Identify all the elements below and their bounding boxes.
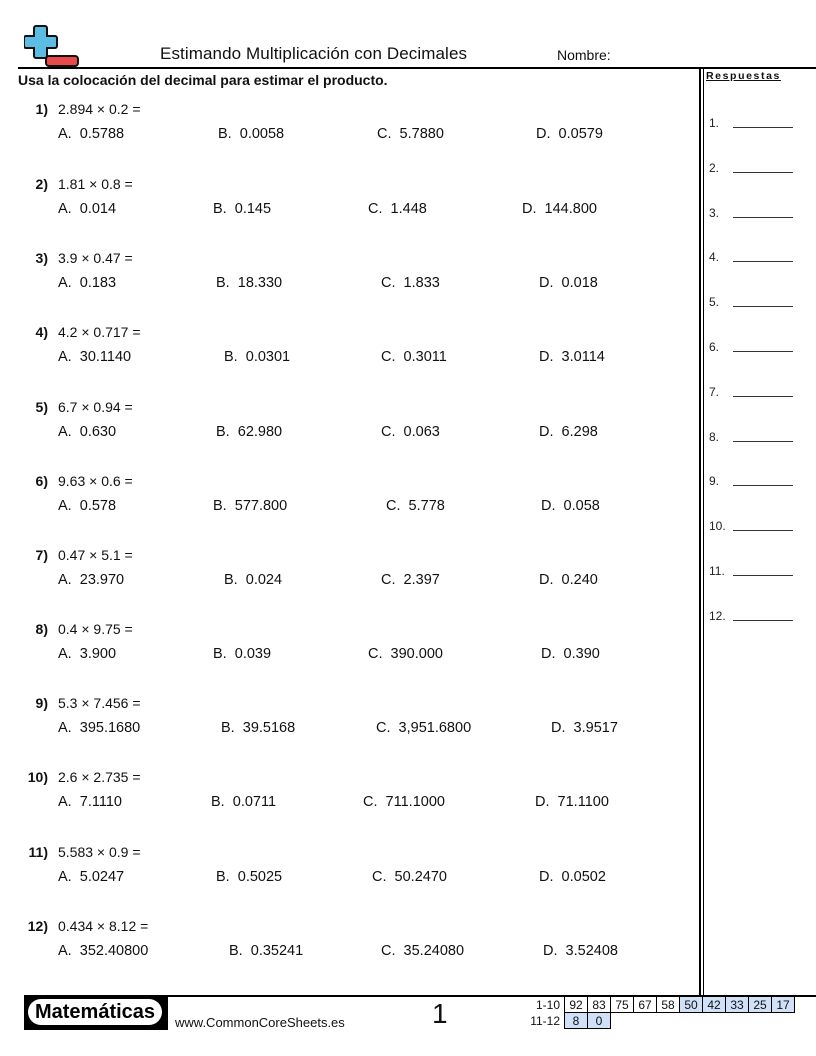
option-c[interactable]: C. 35.24080: [381, 943, 465, 959]
option-a[interactable]: A. 395.1680: [58, 720, 141, 736]
answer-row: [709, 206, 793, 222]
problem-number: 5): [35, 399, 48, 415]
answer-number: 3.: [709, 205, 720, 220]
option-b[interactable]: B. 0.145: [213, 201, 272, 217]
answer-number: 12.: [709, 608, 726, 623]
option-d[interactable]: D. 3.9517: [551, 720, 618, 736]
answer-row: [709, 295, 793, 311]
problem-number: 3): [35, 250, 48, 266]
answer-row: [709, 385, 793, 401]
answer-number: 8.: [709, 429, 720, 444]
option-b[interactable]: B. 0.35241: [229, 943, 304, 959]
plus-shape: [24, 26, 57, 58]
answers-heading: Respuestas: [706, 70, 781, 82]
answer-number: 4.: [709, 250, 720, 265]
score-cell: 67: [634, 997, 657, 1013]
problem-question: 5.3 × 7.456 =: [58, 695, 141, 711]
answer-number: 9.: [709, 474, 720, 489]
problem-question: 0.47 × 5.1 =: [58, 547, 133, 563]
score-cell: 25: [749, 997, 772, 1013]
problem-item: [0, 324, 690, 384]
answer-blank[interactable]: [733, 620, 793, 621]
option-c[interactable]: C. 0.063: [381, 424, 440, 440]
answer-number: 6.: [709, 340, 720, 354]
answer-row: [709, 116, 793, 132]
problem-item: [0, 695, 690, 755]
option-a[interactable]: A. 7.1110: [58, 794, 122, 810]
score-cell: 92: [565, 997, 588, 1013]
problem-number: 9): [35, 695, 48, 711]
answer-blank[interactable]: [733, 485, 793, 486]
problem-number: 12): [27, 918, 48, 934]
answer-column-divider: [699, 69, 701, 997]
option-a[interactable]: A. 352.40800: [58, 943, 149, 959]
score-cell: 42: [703, 997, 726, 1013]
option-d[interactable]: D. 0.058: [541, 498, 600, 514]
option-b[interactable]: B. 0.0711: [211, 794, 277, 810]
problem-number: 1): [35, 101, 48, 117]
answer-blank[interactable]: [733, 261, 793, 262]
answer-number: 11.: [709, 564, 725, 578]
score-cell: 8: [565, 1013, 588, 1029]
score-row: [526, 997, 795, 1013]
option-c[interactable]: C. 3,951.6800: [376, 720, 472, 736]
answer-row: [709, 474, 793, 490]
answer-blank[interactable]: [733, 396, 793, 397]
answer-row: [709, 161, 793, 177]
option-d[interactable]: D. 0.018: [539, 275, 598, 291]
score-cell: 0: [588, 1013, 611, 1029]
score-table: [526, 996, 795, 1029]
problem-question: 0.434 × 8.12 =: [58, 918, 149, 934]
option-d[interactable]: D. 6.298: [539, 424, 598, 440]
option-a[interactable]: A. 30.1140: [58, 349, 132, 365]
answer-blank[interactable]: [733, 127, 793, 128]
option-a[interactable]: A. 0.014: [58, 201, 117, 217]
option-b[interactable]: B. 0.0058: [218, 126, 285, 142]
option-c[interactable]: C. 5.778: [386, 498, 445, 514]
option-d[interactable]: D. 0.390: [541, 646, 600, 662]
option-d[interactable]: D. 0.0579: [536, 126, 603, 142]
option-d[interactable]: D. 144.800: [522, 201, 597, 217]
problem-item: [0, 473, 690, 533]
worksheet-title: Estimando Multiplicación con Decimales: [160, 44, 468, 63]
plus-minus-logo-icon: [24, 24, 80, 68]
option-a[interactable]: A. 3.900: [58, 646, 117, 662]
answer-row: [709, 340, 793, 356]
answer-blank[interactable]: [733, 306, 793, 307]
answer-number: 7.: [709, 384, 720, 399]
answer-number: 1.: [709, 116, 720, 130]
problem-number: 7): [35, 547, 48, 563]
answer-blank[interactable]: [733, 441, 793, 442]
answer-row: [709, 564, 793, 580]
option-d[interactable]: D. 71.1100: [535, 794, 609, 810]
page-number: 1: [432, 998, 448, 1029]
option-b[interactable]: B. 62.980: [216, 424, 283, 440]
problem-question: 3.9 × 0.47 =: [58, 250, 133, 266]
answer-row: [709, 519, 793, 535]
problem-item: [0, 176, 690, 236]
problem-question: 2.894 × 0.2 =: [58, 101, 141, 117]
name-label: Nombre:: [557, 47, 611, 63]
option-c[interactable]: C. 50.2470: [372, 869, 447, 885]
score-cell: 75: [611, 997, 634, 1013]
problem-number: 2): [35, 176, 48, 192]
option-c[interactable]: C. 1.448: [368, 201, 427, 217]
option-b[interactable]: B. 0.024: [224, 572, 283, 588]
option-c[interactable]: C. 1.833: [381, 275, 440, 291]
score-row-label: 11-12: [530, 1013, 560, 1028]
option-b[interactable]: B. 39.5168: [221, 720, 296, 736]
answer-row: [709, 250, 793, 266]
instructions: Usa la colocación del decimal para estimar el producto.: [18, 72, 388, 88]
problem-item: [0, 399, 690, 459]
problem-item: [0, 769, 690, 829]
answer-blank[interactable]: [733, 351, 793, 352]
option-d[interactable]: D. 0.0502: [539, 869, 606, 885]
problem-question: 5.583 × 0.9 =: [58, 844, 141, 860]
problem-question: 0.4 × 9.75 =: [58, 621, 133, 637]
score-row-label: 1-10: [535, 997, 560, 1012]
problem-item: [0, 101, 690, 161]
option-a[interactable]: A. 0.578: [58, 498, 117, 514]
answer-blank[interactable]: [733, 575, 793, 576]
minus-shape: [46, 56, 78, 66]
answer-number: 10.: [709, 519, 726, 534]
score-row: [526, 1013, 795, 1029]
option-c[interactable]: C. 2.397: [381, 572, 440, 588]
score-cell: 17: [772, 997, 795, 1013]
option-b[interactable]: B. 577.800: [213, 498, 288, 514]
answer-number: 5.: [709, 295, 720, 310]
option-a[interactable]: A. 0.183: [58, 275, 117, 291]
answer-blank[interactable]: [733, 530, 793, 531]
answer-blank[interactable]: [733, 172, 793, 173]
problem-question: 6.7 × 0.94 =: [58, 399, 133, 415]
problem-question: 2.6 × 2.735 =: [58, 769, 141, 785]
option-d[interactable]: D. 3.52408: [543, 943, 618, 959]
problem-number: 10): [27, 769, 48, 785]
score-cell: 83: [588, 997, 611, 1013]
problem-item: [0, 918, 690, 978]
option-a[interactable]: A. 23.970: [58, 572, 125, 588]
answer-row: [709, 609, 793, 625]
problem-number: 8): [35, 621, 48, 637]
option-d[interactable]: D. 0.240: [539, 572, 598, 588]
problem-number: 6): [35, 473, 48, 489]
option-b[interactable]: B. 18.330: [216, 275, 283, 291]
problem-number: 4): [35, 324, 48, 340]
problem-item: [0, 844, 690, 904]
option-a[interactable]: A. 0.630: [58, 424, 117, 440]
header-divider: [18, 67, 816, 69]
option-d[interactable]: D. 3.0114: [539, 349, 605, 365]
problem-number: 11): [28, 844, 48, 860]
problem-item: [0, 621, 690, 681]
problem-question: 1.81 × 0.8 =: [58, 176, 133, 192]
brand-badge: [24, 996, 168, 1030]
brand-label: Matemáticas: [28, 999, 162, 1025]
option-b[interactable]: B. 0.0301: [224, 349, 291, 365]
option-b[interactable]: B. 0.039: [213, 646, 272, 662]
option-b[interactable]: B. 0.5025: [216, 869, 283, 885]
option-c[interactable]: C. 390.000: [368, 646, 443, 662]
option-a[interactable]: A. 5.0247: [58, 869, 125, 885]
answer-number: 2.: [709, 160, 720, 175]
problem-question: 9.63 × 0.6 =: [58, 473, 133, 489]
problem-question: 4.2 × 0.717 =: [58, 324, 141, 340]
option-c[interactable]: C. 0.3011: [381, 349, 447, 365]
problem-item: [0, 547, 690, 607]
option-c[interactable]: C. 5.7880: [377, 126, 444, 142]
website-link[interactable]: www.CommonCoreSheets.es: [175, 1015, 345, 1030]
score-cell: 33: [726, 997, 749, 1013]
answer-blank[interactable]: [733, 217, 793, 218]
score-cell: 50: [680, 997, 703, 1013]
score-cell: 58: [657, 997, 680, 1013]
option-c[interactable]: C. 711.1000: [363, 794, 445, 810]
problem-item: [0, 250, 690, 310]
answer-row: [709, 430, 793, 446]
option-a[interactable]: A. 0.5788: [58, 126, 125, 142]
answer-column-divider-inner: [703, 69, 704, 997]
